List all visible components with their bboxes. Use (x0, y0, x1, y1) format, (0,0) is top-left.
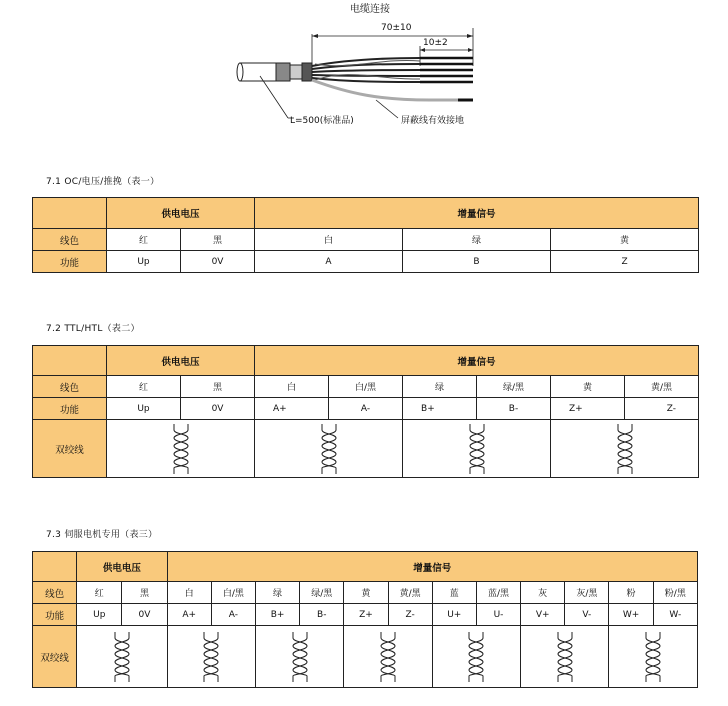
table2-supply-header: 供电电压 (107, 346, 255, 376)
table1-supply-header: 供电电压 (107, 198, 255, 229)
table1-function-cell: 0V (181, 251, 255, 273)
table3-twist-cell (432, 626, 520, 688)
table3-function-cell: B+ (255, 604, 299, 626)
table2-signal-header: 增量信号 (255, 346, 699, 376)
table3-color-cell: 红 (77, 582, 122, 604)
twisted-pair-icon (611, 424, 639, 474)
table2-function-cell: B- (477, 398, 551, 420)
twisted-pair-icon (374, 632, 402, 682)
twisted-pair-icon (167, 424, 195, 474)
table3-color-cell: 绿/黑 (300, 582, 344, 604)
twisted-pair-icon (463, 424, 491, 474)
table1-function-label: 功能 (33, 251, 107, 273)
table1-corner (33, 198, 107, 229)
table3-function-cell: B- (300, 604, 344, 626)
table2-color-cell: 白 (255, 376, 329, 398)
twisted-pair-icon (551, 632, 579, 682)
twisted-pair-icon (639, 632, 667, 682)
table2-function-label: 功能 (33, 398, 107, 420)
table1-color-label: 线色 (33, 229, 107, 251)
table3-function-cell: W+ (609, 604, 653, 626)
table2-color-label: 线色 (33, 376, 107, 398)
table2-function-cell: 0V (181, 398, 255, 420)
table3-function-cell: U- (476, 604, 520, 626)
table3-twist-cell (344, 626, 432, 688)
table3-color-cell: 蓝 (432, 582, 476, 604)
table2-function-cell: Z- (625, 398, 699, 420)
cable-diagram (230, 14, 500, 129)
table3-corner (33, 552, 77, 582)
table1-function-cell: B (403, 251, 551, 273)
dim-strip: 10±2 (423, 38, 448, 48)
table3-signal-header: 增量信号 (167, 552, 697, 582)
table3-color-cell: 蓝/黑 (476, 582, 520, 604)
table3-function-cell: U+ (432, 604, 476, 626)
table1-color-cell: 红 (107, 229, 181, 251)
table2-twist-cell (551, 420, 699, 478)
table3 (32, 551, 698, 688)
table3-heading: 7.3 伺服电机专用（表三） (46, 530, 158, 540)
table2-color-cell: 绿/黑 (477, 376, 551, 398)
table3-color-cell: 白/黑 (211, 582, 255, 604)
table3-color-label: 线色 (33, 582, 77, 604)
table1-color-cell: 黑 (181, 229, 255, 251)
table2-twist-cell (403, 420, 551, 478)
table2-color-cell: 黑 (181, 376, 255, 398)
table3-twist-cell (609, 626, 698, 688)
table3-function-cell: A+ (167, 604, 211, 626)
table3-twisted-label: 双绞线 (33, 626, 77, 688)
table2-function-cell: Up (107, 398, 181, 420)
table2-color-cell: 黄/黑 (625, 376, 699, 398)
dim-overall: 70±10 (381, 23, 412, 33)
cable-length-label: L=500(标准品) (290, 116, 354, 126)
twisted-pair-icon (315, 424, 343, 474)
table1-signal-header: 增量信号 (255, 198, 699, 229)
table1 (32, 197, 699, 273)
table3-twist-cell (521, 626, 609, 688)
table2-function-cell: B+ (403, 398, 477, 420)
table2-twisted-label: 双绞线 (33, 420, 107, 478)
table3-color-cell: 黄 (344, 582, 388, 604)
table2-twist-cell (107, 420, 255, 478)
table3-function-cell: Up (77, 604, 122, 626)
table3-function-cell: A- (211, 604, 255, 626)
table2 (32, 345, 699, 478)
table3-color-cell: 灰/黑 (565, 582, 609, 604)
table1-function-cell: Z (551, 251, 699, 273)
table3-function-cell: V+ (521, 604, 565, 626)
table3-color-cell: 绿 (255, 582, 299, 604)
diagram-title: 电缆连接 (350, 4, 390, 15)
twisted-pair-icon (197, 632, 225, 682)
table2-heading: 7.2 TTL/HTL（表二） (46, 324, 140, 334)
table2-twist-cell (255, 420, 403, 478)
table3-color-cell: 灰 (521, 582, 565, 604)
table2-color-cell: 红 (107, 376, 181, 398)
twisted-pair-icon (108, 632, 136, 682)
table1-function-cell: Up (107, 251, 181, 273)
table2-color-cell: 白/黑 (329, 376, 403, 398)
table1-function-cell: A (255, 251, 403, 273)
table2-function-cell: A+ (255, 398, 329, 420)
table3-function-cell: 0V (122, 604, 167, 626)
table3-color-cell: 白 (167, 582, 211, 604)
table1-color-cell: 绿 (403, 229, 551, 251)
table3-twist-cell (167, 626, 255, 688)
table3-twist-cell (77, 626, 167, 688)
table3-function-cell: W- (653, 604, 697, 626)
twisted-pair-icon (462, 632, 490, 682)
table3-function-cell: Z- (388, 604, 432, 626)
table2-function-cell: A- (329, 398, 403, 420)
table2-color-cell: 黄 (551, 376, 625, 398)
table3-twist-cell (255, 626, 343, 688)
table2-corner (33, 346, 107, 376)
table3-color-cell: 黑 (122, 582, 167, 604)
twisted-pair-icon (286, 632, 314, 682)
table1-color-cell: 黄 (551, 229, 699, 251)
table3-function-cell: V- (565, 604, 609, 626)
shield-note: 屏蔽线有效接地 (401, 116, 465, 126)
table3-color-cell: 粉/黑 (653, 582, 697, 604)
table1-color-cell: 白 (255, 229, 403, 251)
table2-color-cell: 绿 (403, 376, 477, 398)
table3-supply-header: 供电电压 (77, 552, 167, 582)
table1-heading: 7.1 OC/电压/推挽（表一） (46, 177, 160, 187)
table3-function-cell: Z+ (344, 604, 388, 626)
table3-color-cell: 黄/黑 (388, 582, 432, 604)
table3-function-label: 功能 (33, 604, 77, 626)
table3-color-cell: 粉 (609, 582, 653, 604)
table2-function-cell: Z+ (551, 398, 625, 420)
